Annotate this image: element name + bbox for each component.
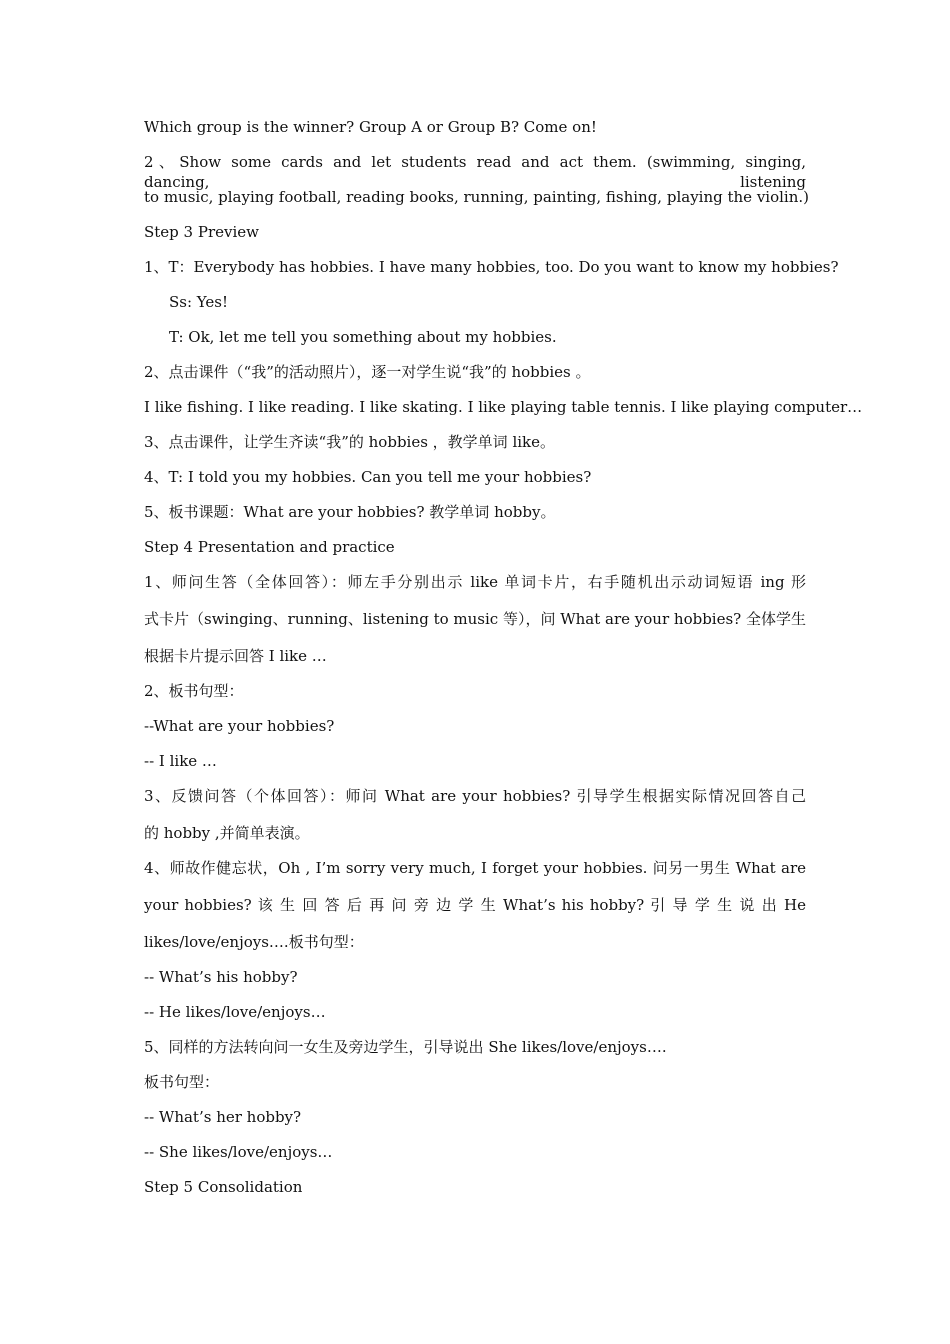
text-line: 1、师问生答（全体回答）：师左手分别出示 like 单词卡片，右手随机出示动词短语 ing 形 — [144, 573, 806, 591]
dialogue-line: -- I like … — [144, 752, 217, 770]
text-line: 2、点击课件（“我”的活动照片），逐一对学生说“我”的 hobbies 。 — [144, 363, 591, 381]
step-heading: Step 4 Presentation and practice — [144, 538, 395, 556]
text-line: 4、师故作健忘状，Oh , I’m sorry very much, I forget your hobbies. 问另一男生 What are — [144, 859, 806, 877]
text-line: 根据卡片提示回答 I like … — [144, 647, 327, 665]
text-line: 的 hobby ,并简单表演。 — [144, 824, 310, 842]
dialogue-line: T: Ok, let me tell you something about my hobbies. — [169, 328, 557, 346]
document-body — [144, 117, 863, 1212]
dialogue-line: Ss: Yes! — [169, 293, 228, 311]
text-line: 5、同样的方法转向问一女生及旁边学生，引导说出 She likes/love/enjoys…. — [144, 1038, 667, 1056]
dialogue-line: -- She likes/love/enjoys… — [144, 1143, 333, 1161]
text-line: 1、T：Everybody has hobbies. I have many hobbies, too. Do you want to know my hobbies? — [144, 258, 839, 276]
text-line: 4、T: I told you my hobbies. Can you tell me your hobbies? — [144, 468, 592, 486]
text-line: Which group is the winner? Group A or Group B? Come on! — [144, 118, 597, 136]
text-line: 3、点击课件，让学生齐读“我”的 hobbies ，教学单词 like。 — [144, 433, 556, 451]
text-line: 3、反馈问答（个体回答）：师问 What are your hobbies? 引导学生根据实际情况回答自己 — [144, 787, 806, 805]
dialogue-line: -- What’s his hobby? — [144, 968, 298, 986]
dialogue-line: -- He likes/love/enjoys… — [144, 1003, 326, 1021]
text-line: 5、板书课题：What are your hobbies? 教学单词 hobby。 — [144, 503, 556, 521]
text-line: 式卡片（swinging、running、listening to music 等），问 What are your hobbies? 全体学生 — [144, 610, 806, 628]
dialogue-line: --What are your hobbies? — [144, 717, 335, 735]
step-heading: Step 3 Preview — [144, 223, 259, 241]
text-line: 2、板书句型： — [144, 682, 244, 700]
text-line: likes/love/enjoys….板书句型： — [144, 933, 364, 951]
text-line: to music, playing football, reading books, running, painting, fishing, playing the violin.) — [144, 188, 810, 206]
text-line: I like fishing. I like reading. I like skating. I like playing table tennis. I like playing computer… — [144, 398, 863, 416]
dialogue-line: -- What’s her hobby? — [144, 1108, 302, 1126]
text-line: 2、Show some cards and let students read and act them. (swimming, singing, dancing, listening — [144, 153, 806, 191]
text-line: your hobbies? 该 生 回 答 后 再 问 旁 边 学 生 What’s his hobby? 引 导 学 生 说 出 He — [144, 896, 806, 914]
step-heading: Step 5 Consolidation — [144, 1178, 303, 1196]
text-line: 板书句型： — [144, 1073, 220, 1091]
